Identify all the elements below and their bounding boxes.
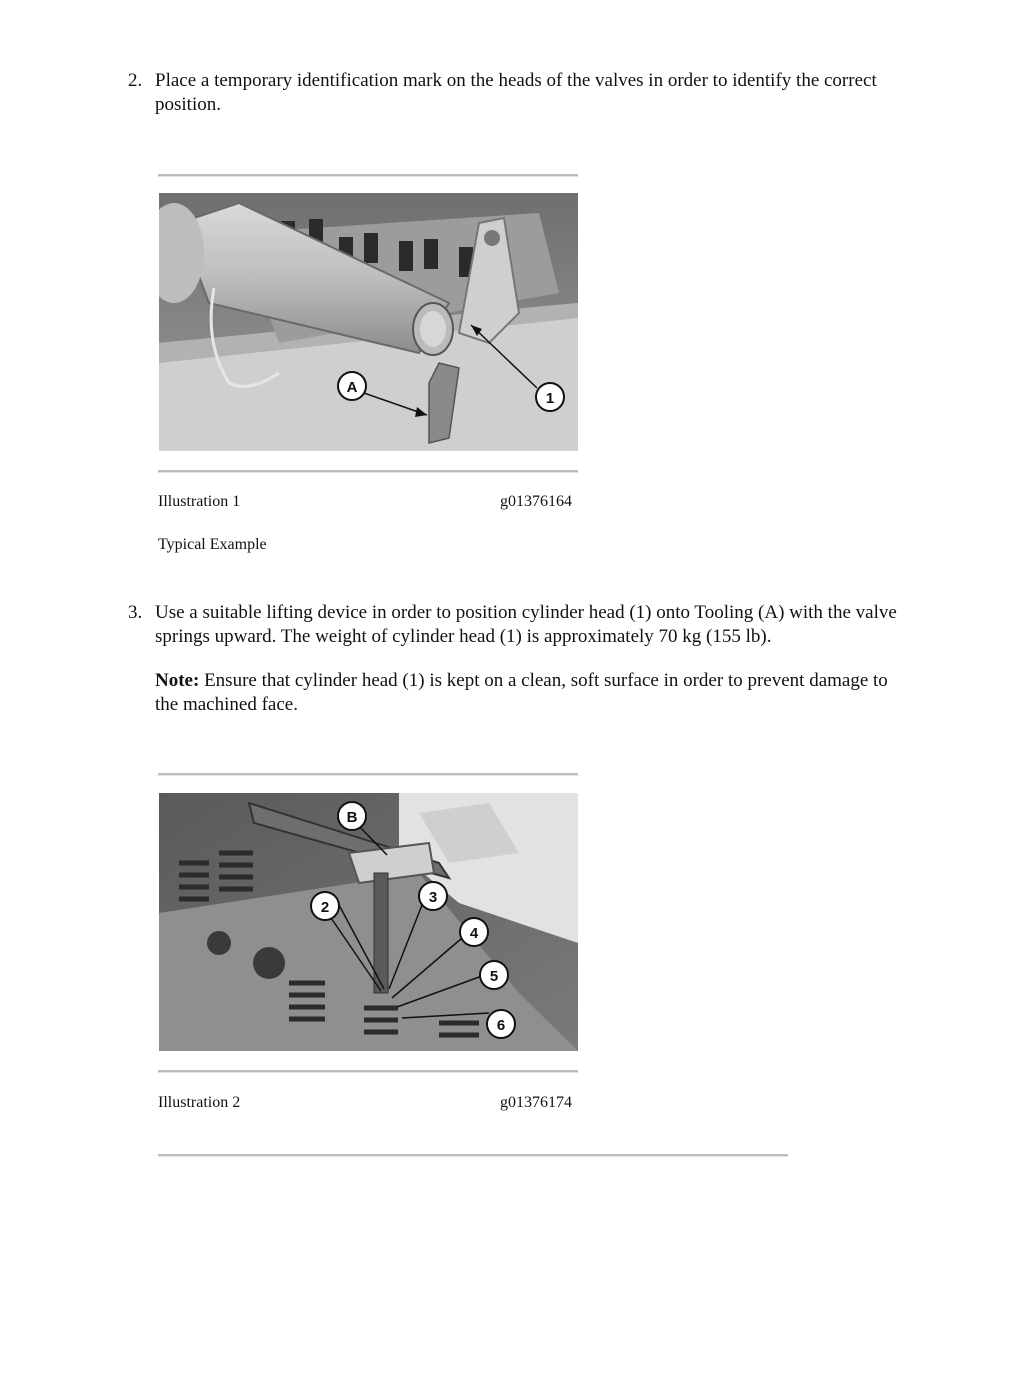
step-number: 3. [128,602,143,623]
step-text: Place a temporary identification mark on the heads of the valves in order to identify the correct position. [155,70,877,115]
callout-6 [487,1010,515,1038]
svg-text:4: 4 [469,925,479,942]
callout-2 [311,892,339,920]
illustration-1-photo [159,193,578,451]
svg-text:6: 6 [496,1017,506,1034]
illustration-1-label: Illustration 1 [158,493,241,510]
figure-top-rule [158,773,578,776]
figure-bottom-rule [158,1070,578,1073]
illustration-2-label: Illustration 2 [158,1094,241,1111]
svg-text:A: A [346,379,358,396]
illustration-1-caption: Typical Example [158,536,267,553]
figure-top-rule [158,174,578,177]
note [155,669,895,717]
callout-b [338,802,366,830]
svg-text:2: 2 [320,899,330,916]
illustration-1-code: g01376164 [500,493,572,510]
svg-text:5: 5 [489,968,499,985]
callout-4 [460,918,488,946]
callout-5 [480,961,508,989]
note-text: Ensure that cylinder head (1) is kept on a clean, soft surface in order to prevent damage to the machined face. [155,670,888,715]
illustration-2-code: g01376174 [500,1094,572,1111]
svg-text:1: 1 [545,390,555,407]
callout-3 [419,882,447,910]
callout-a [338,372,366,400]
figure-bottom-rule [158,470,578,473]
step-number: 2. [128,70,143,91]
illustration-2-photo [159,793,578,1051]
section-divider [158,1154,788,1157]
svg-text:B: B [346,809,358,826]
svg-text:3: 3 [428,889,438,906]
step-text: Use a suitable lifting device in order to position cylinder head (1) onto Tooling (A) with the valve springs upward. The weight of cylinder head (1) is approximately 70 kg (155 lb). [155,602,897,647]
callout-1 [536,383,564,411]
note-label: Note: [155,670,200,691]
